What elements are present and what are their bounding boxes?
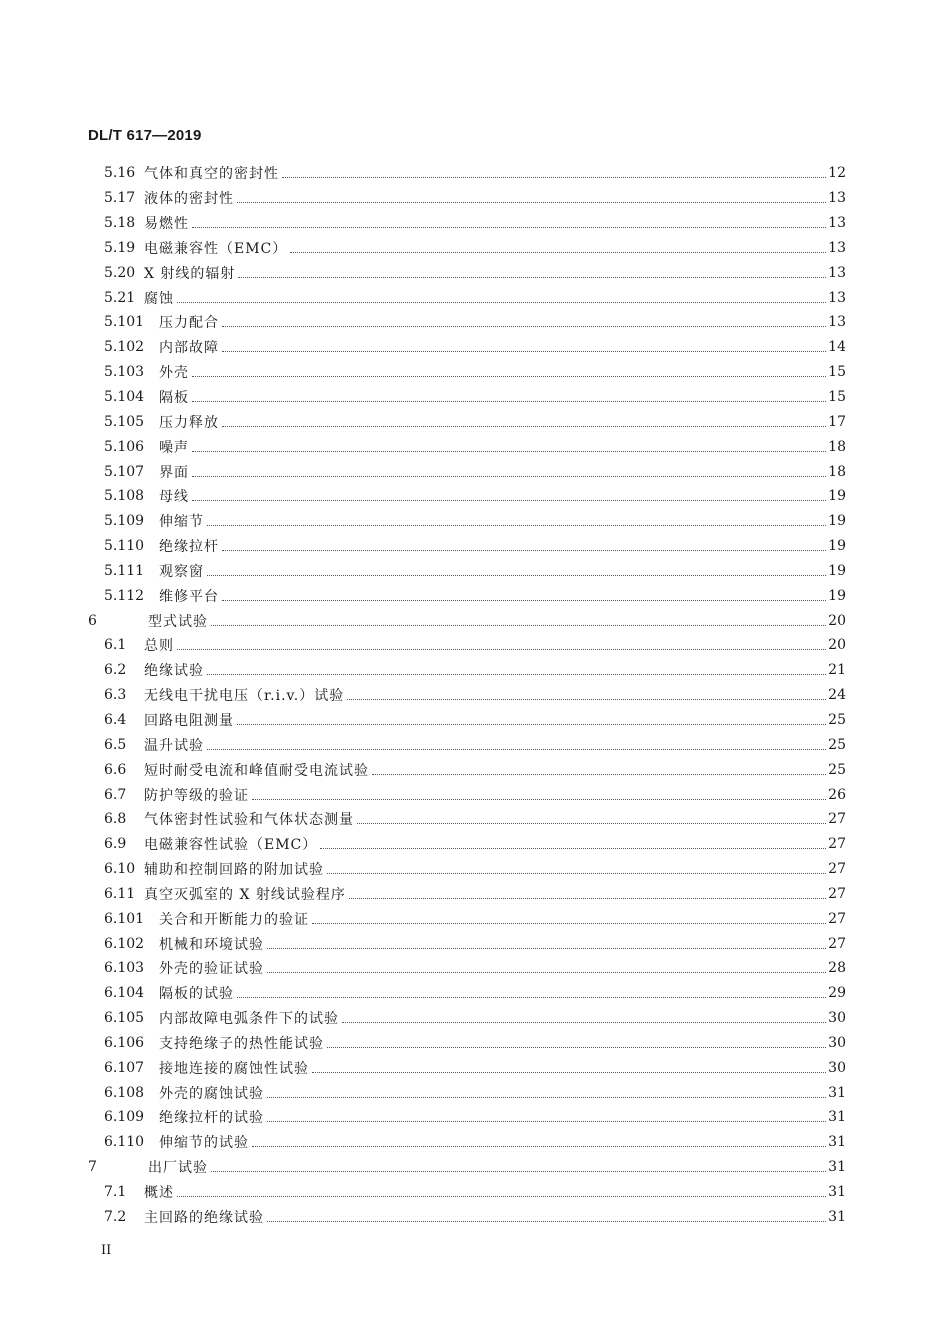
toc-entry-title: 气体密封性试验和气体状态测量 (144, 812, 354, 829)
toc-entry-title: 绝缘拉杆 (159, 539, 219, 556)
toc-entry[interactable] (80, 1080, 846, 1105)
toc-entry-number: 6.10 (104, 861, 136, 878)
dot-leader (237, 996, 826, 998)
toc-entry-title: 关合和开断能力的验证 (159, 911, 309, 928)
toc-entry-number: 5.17 (104, 190, 136, 207)
toc-entry[interactable] (80, 1105, 846, 1130)
dot-leader (222, 425, 826, 427)
toc-entry[interactable] (80, 807, 846, 832)
toc-entry-page: 31 (828, 1109, 846, 1126)
toc-entry-number: 7 (88, 1159, 97, 1176)
toc-entry[interactable] (80, 906, 846, 931)
dot-leader (342, 1021, 826, 1023)
table-of-contents (80, 161, 846, 1229)
toc-entry-title: 短时耐受电流和峰值耐受电流试验 (144, 762, 369, 779)
dot-leader (192, 450, 826, 452)
toc-entry-title: 压力释放 (159, 414, 219, 431)
dot-leader (192, 499, 826, 501)
toc-entry[interactable] (80, 1155, 846, 1180)
toc-entry-page: 25 (828, 736, 846, 753)
toc-entry-page: 14 (828, 339, 846, 356)
toc-entry-number: 6.1 (104, 637, 127, 654)
toc-entry-page: 27 (828, 836, 846, 853)
toc-entry[interactable] (80, 211, 846, 236)
toc-entry-page: 21 (828, 662, 846, 679)
toc-entry[interactable] (80, 1055, 846, 1080)
toc-entry-title: 型式试验 (148, 613, 208, 630)
toc-entry-number: 6.5 (104, 736, 127, 753)
toc-entry-number: 5.101 (104, 314, 145, 331)
toc-entry-number: 5.108 (104, 488, 145, 505)
toc-entry-page: 27 (828, 861, 846, 878)
toc-entry[interactable] (80, 360, 846, 385)
toc-entry-title: 温升试验 (144, 737, 204, 754)
toc-entry-title: 外壳 (159, 365, 189, 382)
toc-entry[interactable] (80, 335, 846, 360)
toc-entry-number: 5.112 (104, 587, 145, 604)
toc-entry-title: 维修平台 (159, 588, 219, 605)
toc-entry-title: 辅助和控制回路的附加试验 (144, 862, 324, 879)
dot-leader (177, 1195, 826, 1197)
toc-entry-page: 19 (828, 488, 846, 505)
toc-entry-number: 6.6 (104, 761, 127, 778)
toc-entry-title: 总则 (144, 638, 174, 655)
toc-entry-page: 30 (828, 1034, 846, 1051)
toc-entry-number: 6.9 (104, 836, 127, 853)
toc-entry-number: 5.111 (104, 562, 145, 579)
toc-entry-number: 5.18 (104, 215, 136, 232)
toc-entry-number: 6.102 (104, 935, 145, 952)
toc-entry-page: 12 (828, 165, 846, 182)
dot-leader (192, 375, 826, 377)
toc-entry[interactable] (80, 534, 846, 559)
toc-entry[interactable] (80, 509, 846, 534)
toc-entry-page: 30 (828, 1059, 846, 1076)
toc-entry-number: 6.110 (104, 1134, 145, 1151)
toc-entry-title: 绝缘试验 (144, 663, 204, 680)
toc-entry-title: 母线 (159, 489, 189, 506)
toc-entry-page: 19 (828, 538, 846, 555)
toc-entry-number: 6.106 (104, 1034, 145, 1051)
toc-entry-number: 5.21 (104, 289, 136, 306)
toc-entry-page: 20 (828, 612, 846, 629)
toc-entry-number: 6.103 (104, 960, 145, 977)
toc-entry[interactable] (80, 1006, 846, 1031)
toc-entry-title: 界面 (159, 464, 189, 481)
toc-entry[interactable] (80, 981, 846, 1006)
toc-entry-page: 27 (828, 885, 846, 902)
toc-entry-number: 6.7 (104, 786, 127, 803)
toc-entry-page: 13 (828, 190, 846, 207)
toc-entry-page: 31 (828, 1159, 846, 1176)
toc-entry-page: 29 (828, 985, 846, 1002)
toc-entry-title: 概述 (144, 1185, 174, 1202)
dot-leader (238, 276, 826, 278)
toc-entry-title: 回路电阻测量 (144, 712, 234, 729)
toc-entry-title: 外壳的验证试验 (159, 961, 264, 978)
toc-entry-page: 17 (828, 413, 846, 430)
dot-leader (207, 524, 826, 526)
toc-entry-number: 6.108 (104, 1084, 145, 1101)
toc-entry-page: 31 (828, 1208, 846, 1225)
dot-leader (347, 698, 826, 700)
toc-entry-number: 6.109 (104, 1109, 145, 1126)
toc-entry-title: 无线电干扰电压（r.i.v.）试验 (144, 688, 345, 705)
toc-entry[interactable] (80, 385, 846, 410)
toc-entry-number: 6.4 (104, 711, 127, 728)
toc-entry-number: 6.101 (104, 910, 145, 927)
dot-leader (177, 648, 826, 650)
toc-entry-page: 25 (828, 761, 846, 778)
toc-entry-page: 27 (828, 811, 846, 828)
toc-entry-number: 5.106 (104, 438, 145, 455)
toc-entry[interactable] (80, 757, 846, 782)
toc-entry[interactable] (80, 608, 846, 633)
toc-entry-title: 内部故障电弧条件下的试验 (159, 1011, 339, 1028)
toc-entry-title: 隔板 (159, 390, 189, 407)
toc-entry-page: 31 (828, 1084, 846, 1101)
toc-entry-title: 腐蚀 (144, 290, 174, 307)
toc-entry[interactable] (80, 260, 846, 285)
dot-leader (267, 947, 826, 949)
toc-entry[interactable] (80, 161, 846, 186)
toc-entry-number: 7.2 (104, 1208, 127, 1225)
dot-leader (282, 176, 826, 178)
toc-entry[interactable] (80, 633, 846, 658)
dot-leader (290, 251, 826, 253)
toc-entry[interactable] (80, 683, 846, 708)
toc-entry[interactable] (80, 583, 846, 608)
toc-entry-page: 18 (828, 463, 846, 480)
toc-entry-title: 外壳的腐蚀试验 (159, 1085, 264, 1102)
toc-entry-title: 接地连接的腐蚀性试验 (159, 1060, 309, 1077)
toc-entry-page: 26 (828, 786, 846, 803)
toc-entry-page: 19 (828, 587, 846, 604)
dot-leader (267, 1096, 826, 1098)
dot-leader (207, 673, 826, 675)
toc-entry-number: 6.105 (104, 1010, 145, 1027)
dot-leader (192, 475, 826, 477)
dot-leader (267, 1120, 826, 1122)
toc-entry-page: 15 (828, 364, 846, 381)
toc-entry-number: 6.107 (104, 1059, 145, 1076)
dot-leader (267, 1220, 826, 1222)
toc-entry[interactable] (80, 1130, 846, 1155)
toc-entry-title: 支持绝缘子的热性能试验 (159, 1035, 324, 1052)
toc-entry-number: 6.8 (104, 811, 127, 828)
dot-leader (372, 773, 826, 775)
toc-entry[interactable] (80, 732, 846, 757)
toc-entry-number: 5.104 (104, 389, 145, 406)
toc-entry-title: 噪声 (159, 439, 189, 456)
toc-entry-page: 28 (828, 960, 846, 977)
toc-entry-title: 内部故障 (159, 340, 219, 357)
toc-entry-page: 13 (828, 215, 846, 232)
toc-entry-title: 伸缩节的试验 (159, 1135, 249, 1152)
toc-entry-number: 5.102 (104, 339, 145, 356)
toc-entry[interactable] (80, 1204, 846, 1229)
toc-entry-number: 6.11 (104, 885, 136, 902)
toc-entry[interactable] (80, 236, 846, 261)
toc-entry-page: 27 (828, 910, 846, 927)
toc-entry-title: 出厂试验 (148, 1160, 208, 1177)
toc-entry-page: 19 (828, 513, 846, 530)
toc-entry[interactable] (80, 559, 846, 584)
toc-entry-number: 5.110 (104, 538, 145, 555)
toc-entry[interactable] (80, 956, 846, 981)
dot-leader (320, 847, 826, 849)
dot-leader (312, 1071, 826, 1073)
toc-entry-number: 7.1 (104, 1184, 127, 1201)
dot-leader (177, 301, 826, 303)
toc-entry-page: 30 (828, 1010, 846, 1027)
toc-entry-page: 15 (828, 389, 846, 406)
toc-entry[interactable] (80, 782, 846, 807)
toc-entry-page: 13 (828, 239, 846, 256)
toc-entry-page: 13 (828, 264, 846, 281)
toc-entry-page: 31 (828, 1134, 846, 1151)
dot-leader (192, 400, 826, 402)
dot-leader (267, 971, 826, 973)
toc-entry-title: 电磁兼容性试验（EMC） (144, 837, 318, 854)
toc-entry-page: 20 (828, 637, 846, 654)
toc-entry[interactable] (80, 186, 846, 211)
toc-entry-number: 5.107 (104, 463, 145, 480)
dot-leader (349, 897, 826, 899)
toc-entry-title: 机械和环境试验 (159, 936, 264, 953)
toc-entry-page: 18 (828, 438, 846, 455)
toc-entry[interactable] (80, 658, 846, 683)
dot-leader (237, 723, 826, 725)
dot-leader (207, 748, 826, 750)
toc-entry-title: 绝缘拉杆的试验 (159, 1110, 264, 1127)
toc-entry-number: 5.105 (104, 413, 145, 430)
toc-entry-title: 压力配合 (159, 315, 219, 332)
dot-leader (327, 872, 826, 874)
toc-entry-title: 隔板的试验 (159, 986, 234, 1003)
dot-leader (211, 1170, 826, 1172)
dot-leader (237, 201, 826, 203)
page-number: II (101, 1243, 112, 1258)
dot-leader (222, 549, 826, 551)
toc-entry-number: 6.2 (104, 662, 127, 679)
toc-entry-number: 5.16 (104, 165, 136, 182)
toc-entry-number: 5.20 (104, 264, 136, 281)
toc-entry-number: 5.19 (104, 239, 136, 256)
toc-entry-number: 6 (88, 612, 97, 629)
toc-entry-number: 6.3 (104, 687, 127, 704)
dot-leader (222, 599, 826, 601)
toc-entry[interactable] (80, 434, 846, 459)
toc-entry[interactable] (80, 832, 846, 857)
toc-entry-number: 5.109 (104, 513, 145, 530)
dot-leader (192, 226, 826, 228)
dot-leader (312, 922, 826, 924)
toc-entry[interactable] (80, 310, 846, 335)
toc-entry[interactable] (80, 931, 846, 956)
toc-entry-title: 伸缩节 (159, 514, 204, 531)
toc-entry-page: 31 (828, 1184, 846, 1201)
toc-entry[interactable] (80, 1180, 846, 1205)
toc-entry[interactable] (80, 409, 846, 434)
toc-entry[interactable] (80, 708, 846, 733)
toc-entry-number: 6.104 (104, 985, 145, 1002)
dot-leader (222, 325, 826, 327)
toc-entry-page: 27 (828, 935, 846, 952)
toc-entry-page: 13 (828, 314, 846, 331)
toc-entry[interactable] (80, 857, 846, 882)
dot-leader (207, 574, 826, 576)
toc-entry-title: 气体和真空的密封性 (144, 166, 279, 183)
toc-entry[interactable] (80, 1031, 846, 1056)
toc-entry[interactable] (80, 285, 846, 310)
toc-entry-page: 19 (828, 562, 846, 579)
toc-entry[interactable] (80, 484, 846, 509)
toc-entry-page: 13 (828, 289, 846, 306)
toc-entry-title: 真空灭弧室的 X 射线试验程序 (144, 886, 346, 903)
dot-leader (222, 350, 826, 352)
toc-entry[interactable] (80, 881, 846, 906)
toc-entry-title: 主回路的绝缘试验 (144, 1209, 264, 1226)
toc-entry-title: X 射线的辐射 (144, 265, 236, 282)
toc-entry-title: 液体的密封性 (144, 191, 234, 208)
dot-leader (211, 624, 826, 626)
toc-entry-page: 24 (828, 687, 846, 704)
dot-leader (252, 798, 826, 800)
toc-entry-number: 5.103 (104, 364, 145, 381)
toc-entry-title: 电磁兼容性（EMC） (144, 240, 288, 257)
toc-entry-page: 25 (828, 711, 846, 728)
toc-entry-title: 观察窗 (159, 563, 204, 580)
dot-leader (357, 822, 826, 824)
dot-leader (327, 1046, 826, 1048)
document-code: DL/T 617—2019 (88, 127, 202, 144)
toc-entry-title: 防护等级的验证 (144, 787, 249, 804)
dot-leader (252, 1145, 826, 1147)
toc-entry-title: 易燃性 (144, 216, 189, 233)
toc-entry[interactable] (80, 459, 846, 484)
